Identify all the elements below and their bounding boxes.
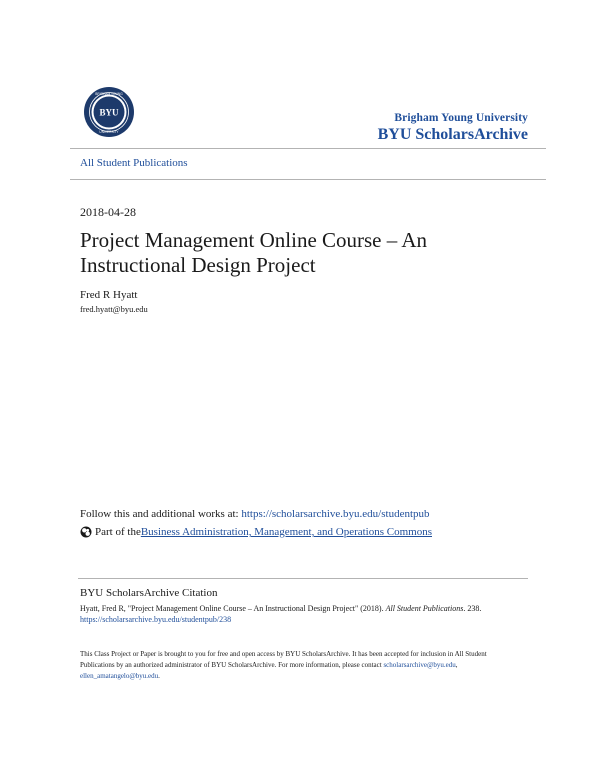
notice-separator: , (455, 661, 458, 669)
follow-line (80, 508, 430, 520)
page-title: Project Management Online Course – An Instructional Design Project (80, 228, 428, 277)
citation-start: Hyatt, Fred R, "Project Management Online Course – An Instructional Design Project" (2018). (80, 604, 386, 613)
contact-email-link-1[interactable]: scholarsarchive@byu.edu (383, 661, 456, 669)
divider-citation (78, 578, 528, 579)
university-name: Brigham Young University (394, 112, 528, 124)
seal-bottom-text: UNIVERSITY (99, 130, 119, 134)
byu-seal-logo (83, 86, 135, 138)
part-of-prefix: Part of the (95, 526, 141, 538)
follow-prefix: Follow this and additional works at: (80, 508, 242, 520)
brand-header (378, 111, 528, 144)
seal-top-text: BRIGHAM YOUNG (95, 92, 123, 96)
open-access-icon (80, 526, 92, 538)
publication-date: 2018-04-28 (80, 205, 136, 219)
divider-top (70, 148, 546, 149)
collection-link[interactable]: All Student Publications (80, 157, 188, 169)
contact-email-link-2[interactable]: ellen_amatangelo@byu.edu (80, 672, 159, 680)
notice-text: This Class Project or Paper is brought to you for free and open access by BYU ScholarsArchive. It has been accepted for inclusion in All Student Publications by an authorized administrator of BYU ScholarsArchive. For more information, please contact (80, 650, 487, 669)
follow-url-link[interactable]: https://scholarsarchive.byu.edu/studentpub (241, 508, 430, 520)
citation-url-link[interactable]: https://scholarsarchive.byu.edu/studentpub/238 (80, 615, 232, 624)
archive-name: BYU ScholarsArchive (377, 126, 528, 143)
access-notice (80, 649, 510, 682)
divider-bottom (70, 179, 546, 180)
part-of-line (80, 526, 432, 538)
citation-heading: BYU ScholarsArchive Citation (80, 587, 218, 599)
commons-link[interactable]: Business Administration, Management, and Operations Commons (140, 526, 432, 538)
citation-end: . 238. (463, 604, 482, 613)
notice-end: . (158, 672, 160, 680)
author-email: fred.hyatt@byu.edu (80, 304, 148, 314)
citation-journal: All Student Publications (385, 604, 464, 613)
seal-center-text: BYU (99, 107, 119, 118)
author-name: Fred R Hyatt (80, 289, 138, 301)
citation-text (80, 603, 550, 625)
